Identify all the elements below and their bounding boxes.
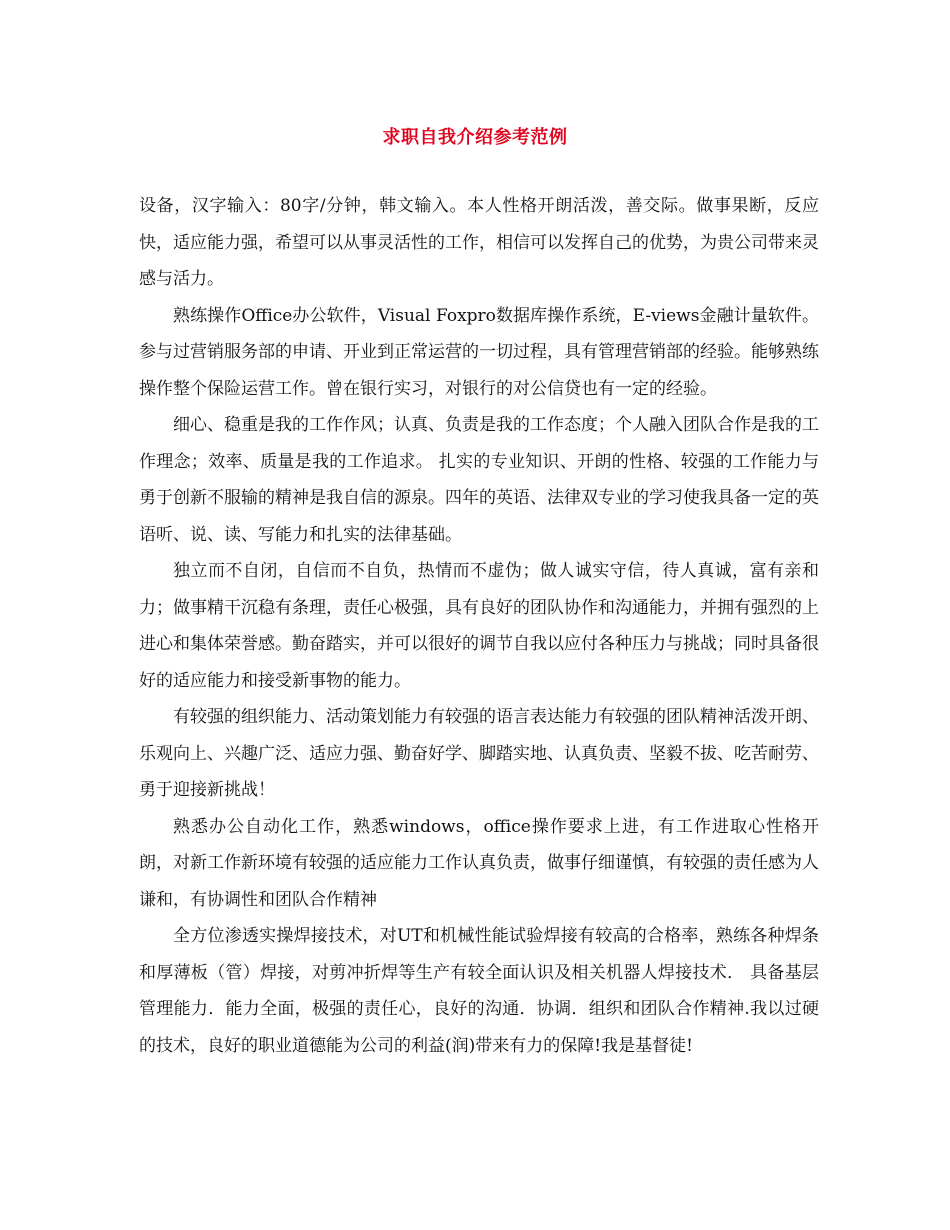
paragraph-3: 细心、稳重是我的工作作风；认真、负责是我的工作态度；个人融入团队合作是我的工作理念；效率、质量是我的工作追求。 扎实的专业知识、开朗的性格、较强的工作能力与勇于创新不服输的精神是我自信的源泉。四年的英语、法律双专业的学习使我具备一定的英语听、说、读、写能力和扎实的法律基础。 [139,415,819,545]
paragraph-2: 熟练操作Office办公软件，Visual Foxpro数据库操作系统，E-views金融计量软件。参与过营销服务部的申请、开业到正常运营的一切过程，具有管理营销部的经验。能够熟练操作整个保险运营工作。曾在银行实习，对银行的对公信贷也有一定的经验。 [139,305,819,399]
paragraph-6: 熟悉办公自动化工作，熟悉windows，office操作要求上进，有工作进取心性格开朗，对新工作新环境有较强的适应能力工作认真负责，做事仔细谨慎，有较强的责任感为人谦和，有协调性和团队合作精神 [139,816,819,910]
document-body [139,188,819,1064]
document-title: 求职自我介绍参考范例 [382,127,568,148]
paragraph-1: 设备，汉字输入：80字/分钟，韩文输入。本人性格开朗活泼，善交际。做事果断，反应快，适应能力强，希望可以从事灵活性的工作，相信可以发挥自己的优势，为贵公司带来灵感与活力。 [139,196,819,289]
paragraph-4: 独立而不自闭，自信而不自负，热情而不虚伪；做人诚实守信，待人真诚，富有亲和力；做事精干沉稳有条理，责任心极强，具有良好的团队协作和沟通能力，并拥有强烈的上进心和集体荣誉感。勤奋踏实，并可以很好的调节自我以应付各种压力与挑战；同时具备很好的适应能力和接受新事物的能力。 [139,561,819,691]
paragraph-7: 全方位渗透实操焊接技术，对UT和机械性能试验焊接有较高的合格率，熟练各种焊条和厚薄板（管）焊接，对剪冲折焊等生产有较全面认识及相关机器人焊接技术． 具备基层管理能力．能力全面，极强的责任心，良好的沟通．协调．组织和团队合作精神.我以过硬的技术，良好的职业道德能为公司的利益(润)带来有力的保障!我是基督徒! [139,926,819,1056]
paragraph-5: 有较强的组织能力、活动策划能力有较强的语言表达能力有较强的团队精神活泼开朗、乐观向上、兴趣广泛、适应力强、勤奋好学、脚踏实地、认真负责、坚毅不拔、吃苦耐劳、勇于迎接新挑战！ [139,707,819,800]
